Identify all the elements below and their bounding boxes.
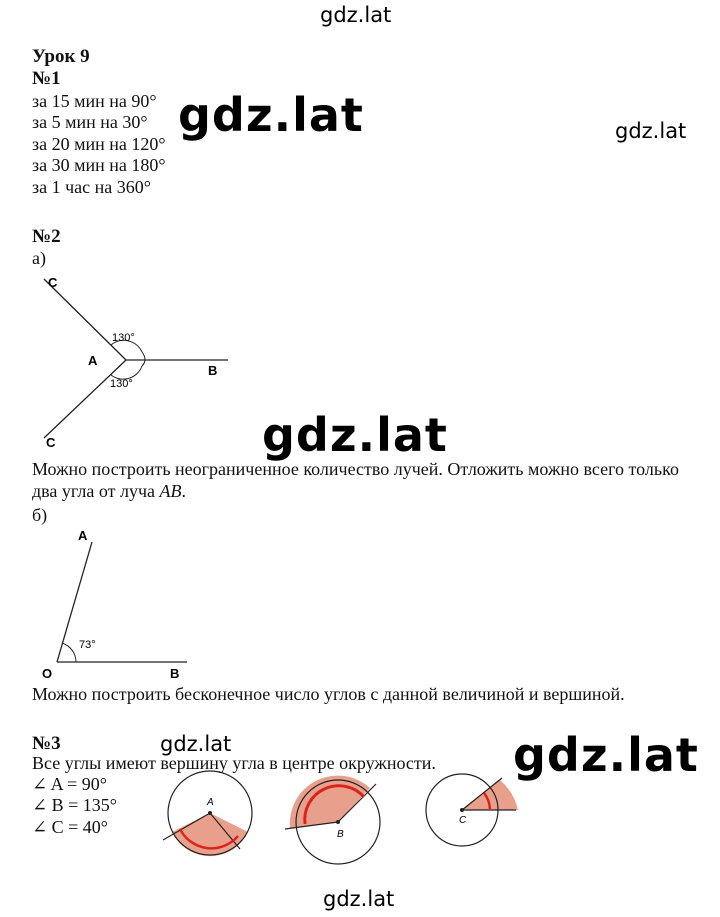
watermark-top: gdz.lat — [320, 3, 392, 27]
watermark-big-2: gdz.lat — [262, 408, 448, 462]
task2-text-a — [32, 458, 692, 502]
watermark-big-3: gdz.lat — [513, 728, 699, 782]
angle-label-top: 130° — [112, 332, 135, 344]
circle-c-figure — [426, 774, 518, 846]
label-circle-a: A — [207, 797, 214, 808]
circle-b-figure — [285, 776, 380, 864]
task2-text-b: Можно построить бесконечное число углов с данной величиной и вершиной. — [32, 684, 625, 704]
label-o: O — [42, 666, 53, 681]
watermark-right: gdz.lat — [615, 119, 687, 143]
label-a: A — [88, 353, 98, 368]
watermark-big-1: gdz.lat — [178, 88, 364, 142]
task1-line: за 15 мин на 90° — [32, 91, 157, 111]
center-c — [460, 808, 464, 812]
task3-angles — [32, 774, 117, 838]
label-c-bottom: C — [46, 435, 56, 450]
task3-intro: Все углы имеют вершину угла в центре окружности. — [32, 753, 436, 773]
task2-part-a-label: а) — [32, 248, 46, 268]
center-a — [208, 811, 212, 815]
label-c-top: C — [48, 275, 58, 290]
ray-ac-top — [44, 279, 126, 360]
task2-text-a-ray: АВ — [159, 481, 182, 501]
task2-part-b-label: б) — [32, 505, 48, 525]
task1-number: №1 — [32, 68, 61, 89]
ray-ac-bottom — [44, 360, 126, 438]
task3-angle-line: ∠ B = 135° — [32, 795, 117, 816]
label-b-b: B — [170, 666, 180, 681]
label-circle-c: C — [459, 815, 467, 826]
task2-text-a-main: Можно построить неограниченное количество лучей. Отложить можно всего только два угла от луча — [32, 459, 679, 501]
task1-line: за 30 мин на 180° — [32, 155, 166, 176]
angle-arc-join — [142, 352, 145, 366]
label-b: B — [208, 363, 218, 378]
task3-angle-line: ∠ A = 90° — [32, 774, 107, 794]
task2-text-a-end: . — [181, 481, 187, 501]
center-b — [336, 820, 340, 824]
task3-angle-line: ∠ C = 40° — [32, 816, 108, 837]
label-circle-b: B — [337, 829, 344, 840]
watermark-small-mid: gdz.lat — [160, 732, 232, 756]
lesson-title: Урок 9 — [32, 46, 90, 67]
task1-line: за 5 мин на 30° — [32, 112, 148, 133]
angle-label-bottom: 130° — [110, 378, 133, 390]
watermark-bottom: gdz.lat — [323, 887, 395, 911]
angle-label-73: 73° — [79, 639, 96, 651]
circle-a-figure — [163, 771, 252, 856]
task2-number: №2 — [32, 226, 61, 247]
angle-arc-73 — [62, 643, 76, 662]
task1-line: за 20 мин на 120° — [32, 133, 166, 154]
label-b-a: A — [78, 528, 88, 543]
task1-line: за 1 час на 360° — [32, 176, 151, 197]
task3-number: №3 — [32, 733, 61, 754]
